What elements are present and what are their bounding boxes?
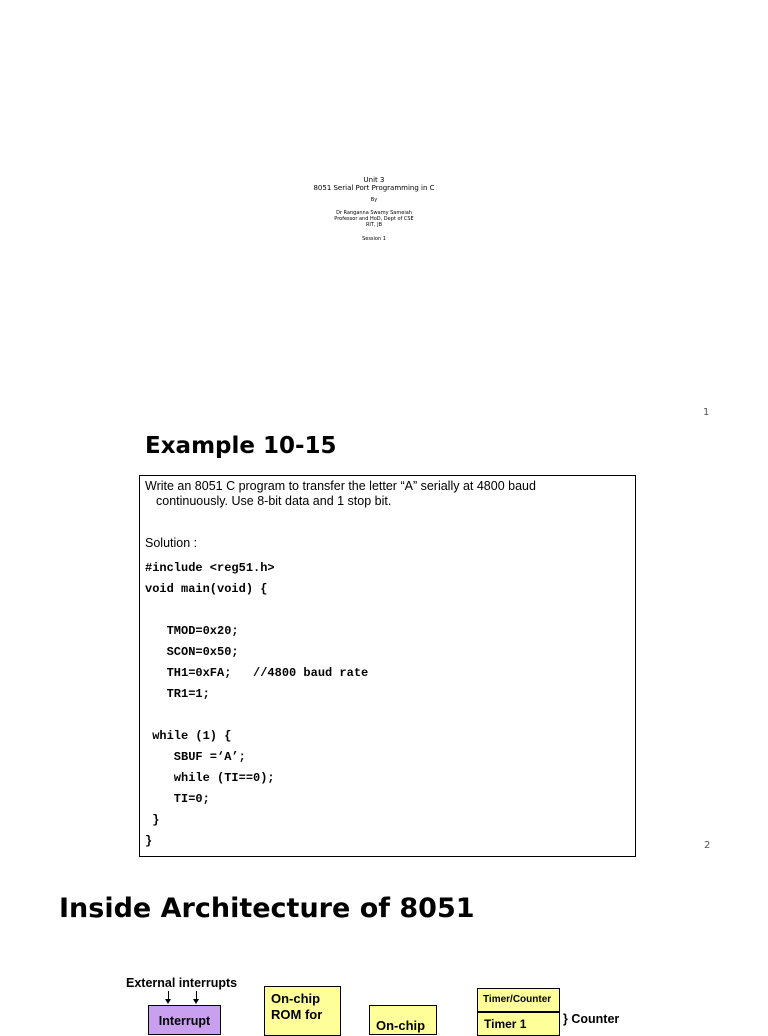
problem-line: Write an 8051 C program to transfer the letter “A” serially at 4800 baud (145, 479, 536, 493)
solution-label: Solution : (145, 536, 198, 550)
slide-subtitle: 8051 Serial Port Programming in C (313, 184, 435, 192)
arrow-down-icon (193, 999, 199, 1004)
block-label: On-chip (376, 1018, 426, 1033)
ram-block (369, 1005, 437, 1035)
block-label: Timer 1 (484, 1017, 527, 1031)
code-line: } (145, 834, 153, 848)
author-name: Dr Ranganna Swamy Sameiah (336, 210, 412, 216)
author-title: Professor and HoD, Dept of CSE (334, 216, 414, 222)
page-number: 1 (703, 407, 710, 418)
block-label: ROM for (271, 1007, 323, 1022)
example-box (139, 475, 636, 857)
brace-icon: } (563, 1012, 568, 1026)
code-line: } (145, 813, 160, 827)
arrow-down-icon (165, 999, 171, 1004)
session-label: Session 1 (362, 236, 386, 242)
author-institute: RIT, JB (365, 222, 383, 228)
rom-block (264, 986, 341, 1036)
code-line: TI=0; (145, 792, 210, 806)
code-line: TH1=0xFA; //4800 baud rate (145, 666, 369, 680)
timer1-block (477, 1012, 560, 1036)
slide-title: Example 10-15 (145, 433, 337, 459)
interrupt-control-block (148, 1005, 221, 1035)
block-label: Interrupt (158, 1014, 211, 1028)
code-line: #include <reg51.h> (145, 561, 275, 575)
code-line: SBUF =‘A’; (145, 750, 246, 764)
code-line: SCON=0x50; (145, 645, 239, 659)
code-line: void main(void) { (145, 582, 268, 596)
problem-line: continuously. Use 8-bit data and 1 stop bit. (156, 494, 392, 508)
slide-title: Inside Architecture of 8051 (59, 893, 475, 924)
problem-statement (145, 479, 536, 509)
timer-counter-block (477, 988, 560, 1012)
by-line: By (370, 197, 378, 203)
code-line: while (TI==0); (145, 771, 275, 785)
unit-heading: Unit 3 (363, 176, 385, 184)
block-label: Timer/Counter (483, 994, 552, 1005)
external-interrupts-label: External interrupts (126, 976, 238, 990)
code-line: while (1) { (145, 729, 232, 743)
counter-label: Counter (571, 1012, 620, 1026)
code-line: TR1=1; (145, 687, 210, 701)
page-number: 2 (704, 840, 711, 851)
block-label: On-chip (271, 991, 321, 1006)
code-line: TMOD=0x20; (145, 624, 239, 638)
